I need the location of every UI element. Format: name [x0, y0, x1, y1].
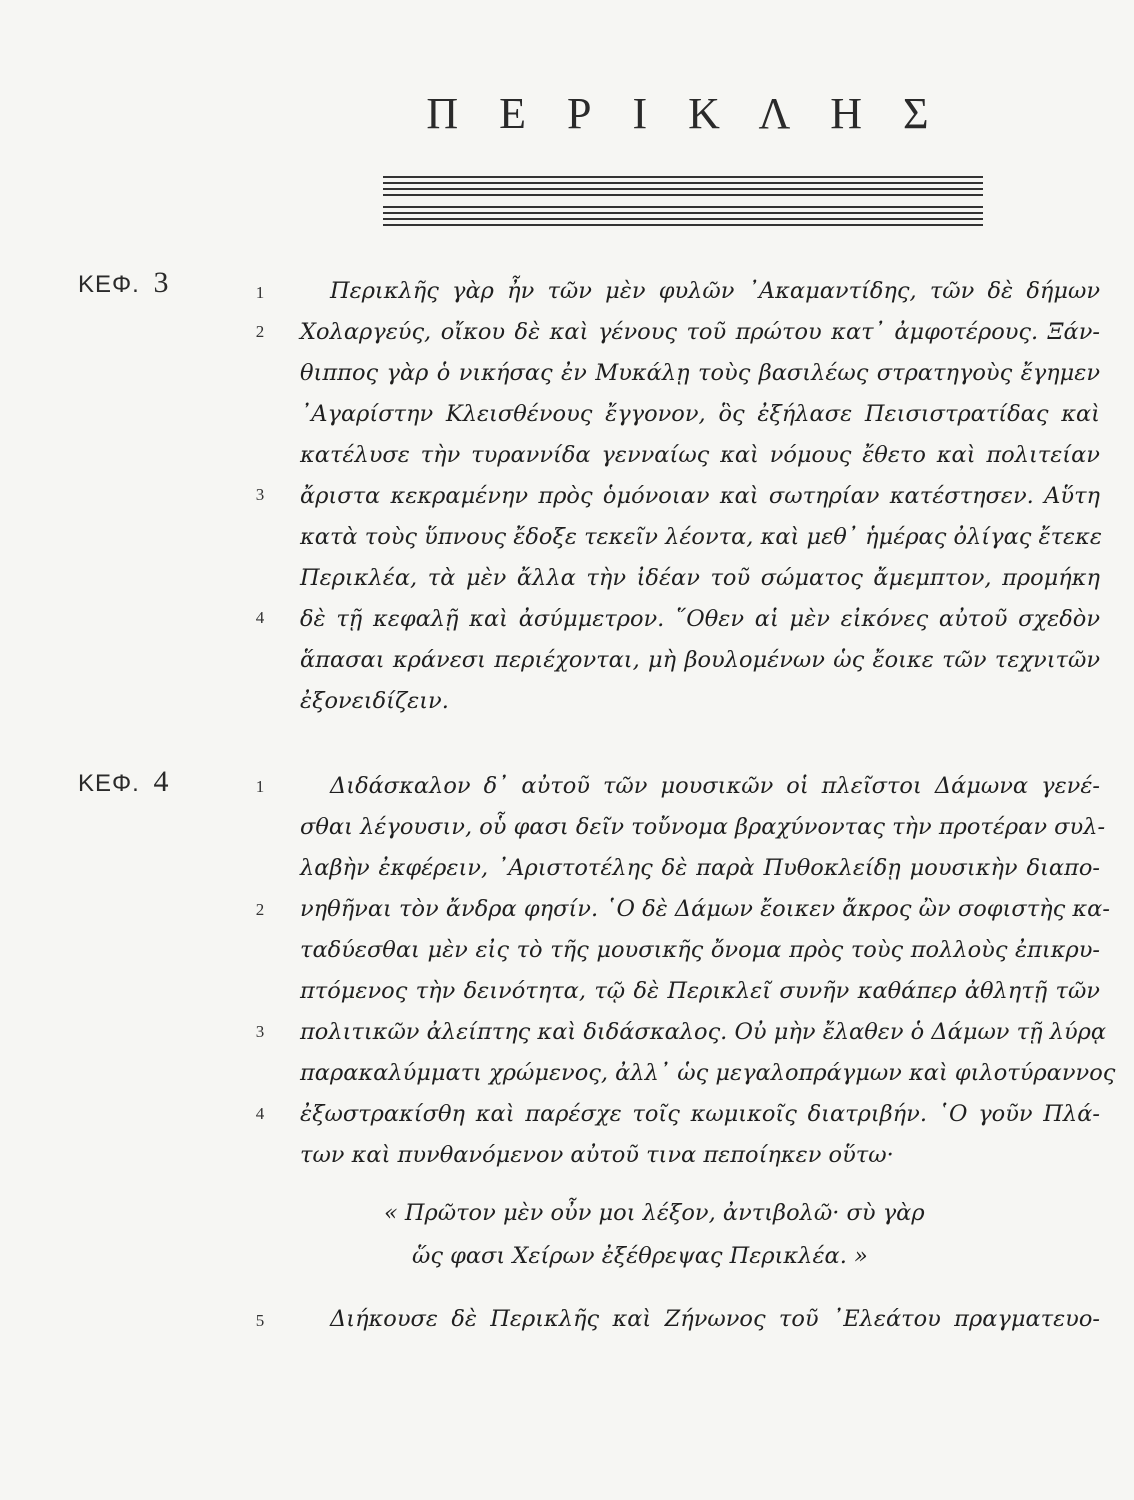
- text-line: Χολαργεύς, οἴκου δὲ καὶ γένους τοῦ πρώτου κατ᾿ ἀμφοτέρους. Ξάν-: [300, 319, 1100, 345]
- rule-line: [383, 182, 983, 184]
- text-line: Περικλῆς γὰρ ἦν τῶν μὲν φυλῶν ᾿Ακαμαντίδης, τῶν δὲ δήμων: [330, 278, 1100, 304]
- rule-line: [383, 212, 983, 214]
- section-number: 1: [255, 283, 265, 302]
- section-number: 3: [255, 1022, 265, 1041]
- text-line: νηθῆναι τὸν ἄνδρα φησίν. ῾Ο δὲ Δάμων ἔοικεν ἄκρος ὢν σοφιστὴς κα-: [300, 896, 1110, 922]
- text-line: δὲ τῇ κεφαλῇ καὶ ἀσύμμετρον. ῞Οθεν αἱ μὲν εἰκόνες αὐτοῦ σχεδὸν: [300, 606, 1100, 632]
- text-line: ἄριστα κεκραμένην πρὸς ὁμόνοιαν καὶ σωτηρίαν κατέστησεν. Αὕτη: [300, 483, 1100, 509]
- rule-line: [383, 188, 983, 190]
- text-line: ἐξονειδίζειν.: [300, 688, 449, 714]
- section-number: 5: [255, 1311, 265, 1330]
- text-line: ταδύεσθαι μὲν εἰς τὸ τῆς μουσικῆς ὄνομα πρὸς τοὺς πολλοὺς ἐπικρυ-: [300, 937, 1100, 963]
- rule-line: [383, 176, 983, 178]
- rule-line: [383, 218, 983, 220]
- text-line: πτόμενος τὴν δεινότητα, τῷ δὲ Περικλεῖ συνῆν καθάπερ ἀθλητῇ τῶν: [300, 978, 1100, 1004]
- text-line: ἅπασαι κράνεσι περιέχονται, μὴ βουλομένων ὡς ἔοικε τῶν τεχνιτῶν: [300, 647, 1100, 673]
- section-number: 4: [255, 608, 265, 627]
- text-line: παρακαλύμματι χρώμενος, ἀλλ᾿ ὡς μεγαλοπράγμων καὶ φιλοτύραννος: [300, 1060, 1116, 1086]
- text-line: ἐξωστρακίσθη καὶ παρέσχε τοῖς κωμικοῖς διατριβήν. ῾Ο γοῦν Πλά-: [300, 1101, 1100, 1127]
- text-line: ᾿Αγαρίστην Κλεισθένους ἔγγονον, ὃς ἐξήλασε Πεισιστρατίδας καὶ: [300, 401, 1100, 427]
- rule-group-top: [383, 176, 983, 196]
- chapter-label: ΚΕΦ.: [78, 770, 140, 797]
- text-line: των καὶ πυνθανόμενον αὐτοῦ τινα πεποίηκεν οὕτω·: [300, 1142, 894, 1168]
- chapter-heading-4: [78, 765, 170, 799]
- rule-line: [383, 206, 983, 208]
- rule-line: [383, 224, 983, 226]
- section-number: 2: [255, 322, 265, 341]
- page-title: Π Ε Ρ Ι Κ Λ Η Σ: [426, 89, 944, 138]
- chapter-heading-3: [78, 266, 170, 300]
- rule-line: [383, 194, 983, 196]
- section-number: 4: [255, 1104, 265, 1123]
- chapter-number: 4: [153, 765, 170, 798]
- section-number: 2: [255, 900, 265, 919]
- text-line: πολιτικῶν ἀλείπτης καὶ διδάσκαλος. Οὐ μὴν ἔλαθεν ὁ Δάμων τῇ λύρᾳ: [300, 1019, 1107, 1045]
- section-number: 1: [255, 777, 265, 796]
- text-line: λαβὴν ἐκφέρειν, ᾿Αριστοτέλης δὲ παρὰ Πυθοκλείδῃ μουσικὴν διαπο-: [300, 855, 1100, 881]
- text-line: θιππος γὰρ ὁ νικήσας ἐν Μυκάλῃ τοὺς βασιλέως στρατηγοὺς ἔγημεν: [300, 360, 1100, 386]
- section-number: 3: [255, 485, 265, 504]
- chapter-label: ΚΕΦ.: [78, 271, 140, 298]
- text-line: Διήκουσε δὲ Περικλῆς καὶ Ζήνωνος τοῦ ᾿Ελεάτου πραγματευο-: [330, 1306, 1100, 1332]
- text-line: Διδάσκαλον δ᾿ αὐτοῦ τῶν μουσικῶν οἱ πλεῖστοι Δάμωνα γενέ-: [330, 773, 1100, 799]
- text-line: Περικλέα, τὰ μὲν ἄλλα τὴν ἰδέαν τοῦ σώματος ἄμεμπτον, προμήκη: [300, 565, 1100, 591]
- title-rules: [383, 176, 983, 236]
- text-line: σθαι λέγουσιν, οὗ φασι δεῖν τοὔνομα βραχύνοντας τὴν προτέραν συλ-: [300, 814, 1106, 840]
- rule-group-bottom: [383, 206, 983, 226]
- chapter-number: 3: [153, 266, 170, 299]
- verse-line: « Πρῶτον μὲν οὖν μοι λέξον, ἀντιβολῶ· σὺ γὰρ: [384, 1200, 925, 1226]
- verse-line: ὥς φασι Χείρων ἐξέθρεψας Περικλέα. »: [412, 1243, 868, 1269]
- text-line: κατέλυσε τὴν τυραννίδα γενναίως καὶ νόμους ἔθετο καὶ πολιτείαν: [300, 442, 1100, 468]
- text-line: κατὰ τοὺς ὕπνους ἔδοξε τεκεῖν λέοντα, καὶ μεθ᾿ ἡμέρας ὀλίγας ἔτεκε: [300, 524, 1102, 550]
